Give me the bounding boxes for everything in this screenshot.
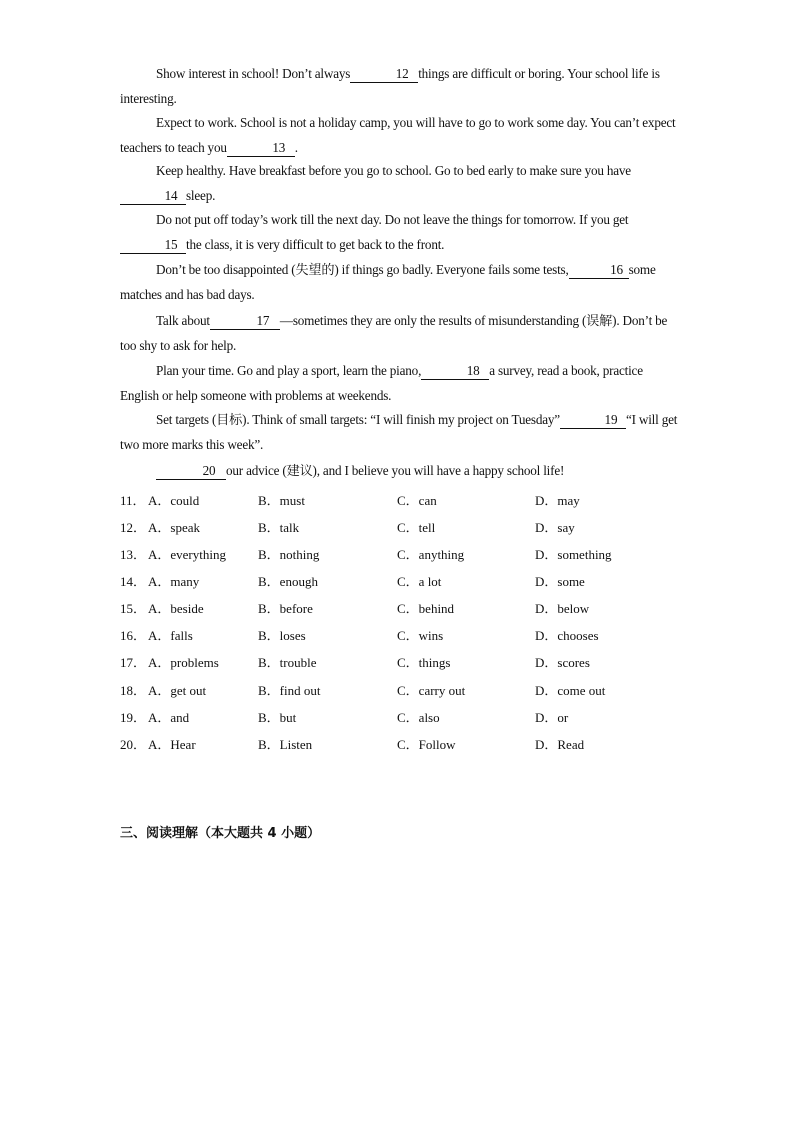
passage-text: Don’t be too disappointed (失望的) if things go badly. Everyone fails some tests,	[156, 262, 569, 277]
passage-paragraph	[120, 359, 680, 408]
option-b: B．before	[258, 601, 313, 616]
passage-text: Keep healthy. Have breakfast before you go to school. Go to bed early to make sure you have	[156, 163, 631, 178]
passage-text: a survey, read a book, practice English or help someone with problems at weekends.	[120, 363, 643, 403]
question-number: 16．	[120, 628, 147, 643]
option-a: A．get out	[148, 683, 207, 698]
option-a: A．could	[148, 493, 200, 508]
passage-text: —sometimes they are only the results of misunderstanding (误解). Don’t be too shy to ask for help.	[120, 313, 668, 353]
question-number: 14．	[120, 574, 147, 589]
question-number: 20．	[120, 737, 147, 752]
blank-12: 12	[350, 66, 418, 83]
option-d: D．some	[535, 574, 585, 589]
question-number: 19．	[120, 710, 147, 725]
option-row	[120, 680, 680, 700]
question-number: 18．	[120, 683, 147, 698]
option-d: D．come out	[535, 683, 606, 698]
passage-text: Expect to work. School is not a holiday camp, you will have to go to work some day. You can’t expect teachers to teach you	[120, 115, 676, 155]
option-a: A．Hear	[148, 737, 196, 752]
blank-19: 19	[560, 412, 626, 429]
option-d: D．scores	[535, 655, 590, 670]
passage-text: things are difficult or boring. Your school life is interesting.	[120, 66, 660, 106]
blank-15: 15	[120, 237, 186, 254]
option-a: A．beside	[148, 601, 204, 616]
option-b: B．must	[258, 493, 305, 508]
blank-13: 13	[227, 140, 295, 157]
question-number: 17．	[120, 655, 147, 670]
option-a: A．and	[148, 710, 190, 725]
blank-18: 18	[421, 363, 489, 380]
option-c: C．behind	[397, 601, 455, 616]
option-row	[120, 517, 680, 537]
option-d: D．below	[535, 601, 590, 616]
passage-paragraph	[120, 309, 680, 358]
option-b: B．but	[258, 710, 297, 725]
option-d: D．Read	[535, 737, 585, 752]
passage-paragraph	[120, 111, 680, 160]
option-row	[120, 490, 680, 510]
option-a: A．many	[148, 574, 200, 589]
option-d: D．may	[535, 493, 580, 508]
option-b: B．Listen	[258, 737, 313, 752]
blank-20: 20	[156, 463, 226, 480]
option-b: B．enough	[258, 574, 318, 589]
option-d: D．chooses	[535, 628, 599, 643]
passage-paragraph	[120, 258, 680, 307]
passage-paragraph	[120, 159, 680, 208]
passage-text: “I will get two more marks this week”.	[120, 412, 678, 452]
section-heading: 三、阅读理解（本大题共 4 小题）	[120, 826, 321, 841]
option-c: C．carry out	[397, 683, 466, 698]
option-b: B．find out	[258, 683, 321, 698]
option-c: C．things	[397, 655, 451, 670]
option-a: A．problems	[148, 655, 219, 670]
option-c: C．Follow	[397, 737, 456, 752]
option-row	[120, 652, 680, 672]
option-c: C．wins	[397, 628, 444, 643]
option-c: C．can	[397, 493, 437, 508]
option-row	[120, 544, 680, 564]
blank-16: 16	[569, 262, 629, 279]
option-c: C．also	[397, 710, 440, 725]
passage-text: some matches and has bad days.	[120, 262, 656, 302]
passage-text: .	[294, 139, 298, 155]
option-b: B．talk	[258, 520, 300, 535]
passage-paragraph	[120, 459, 680, 484]
question-number: 15．	[120, 601, 147, 616]
passage-text: sleep.	[186, 187, 216, 203]
option-c: C．tell	[397, 520, 436, 535]
passage-text: the class, it is very difficult to get back to the front.	[186, 236, 445, 252]
option-d: D．something	[535, 547, 612, 562]
question-number: 11．	[120, 493, 146, 508]
option-row	[120, 598, 680, 618]
option-d: D．or	[535, 710, 569, 725]
passage-text: Plan your time. Go and play a sport, learn the piano,	[156, 363, 422, 378]
option-row	[120, 571, 680, 591]
option-a: A．falls	[148, 628, 193, 643]
option-b: B．trouble	[258, 655, 317, 670]
option-d: D．say	[535, 520, 575, 535]
passage-text: Set targets (目标). Think of small targets: “I will finish my project on Tuesday”	[156, 412, 560, 427]
option-a: A．everything	[148, 547, 226, 562]
question-number: 13．	[120, 547, 147, 562]
passage-text: Do not put off today’s work till the next day. Do not leave the things for tomorrow. If you get	[156, 212, 629, 227]
blank-17: 17	[210, 313, 280, 330]
option-b: B．nothing	[258, 547, 320, 562]
option-a: A．speak	[148, 520, 200, 535]
option-c: C．a lot	[397, 574, 442, 589]
passage-text: Talk about	[156, 313, 210, 328]
passage-text: our advice (建议), and I believe you will have a happy school life!	[226, 463, 565, 478]
option-row	[120, 734, 680, 754]
passage-paragraph	[120, 62, 680, 111]
passage-paragraph	[120, 408, 680, 457]
blank-14: 14	[120, 188, 186, 205]
passage-text: Show interest in school! Don’t always	[156, 66, 351, 81]
question-number: 12．	[120, 520, 147, 535]
option-b: B．loses	[258, 628, 306, 643]
option-row	[120, 625, 680, 645]
option-row	[120, 707, 680, 727]
option-c: C．anything	[397, 547, 465, 562]
passage-paragraph	[120, 208, 680, 257]
